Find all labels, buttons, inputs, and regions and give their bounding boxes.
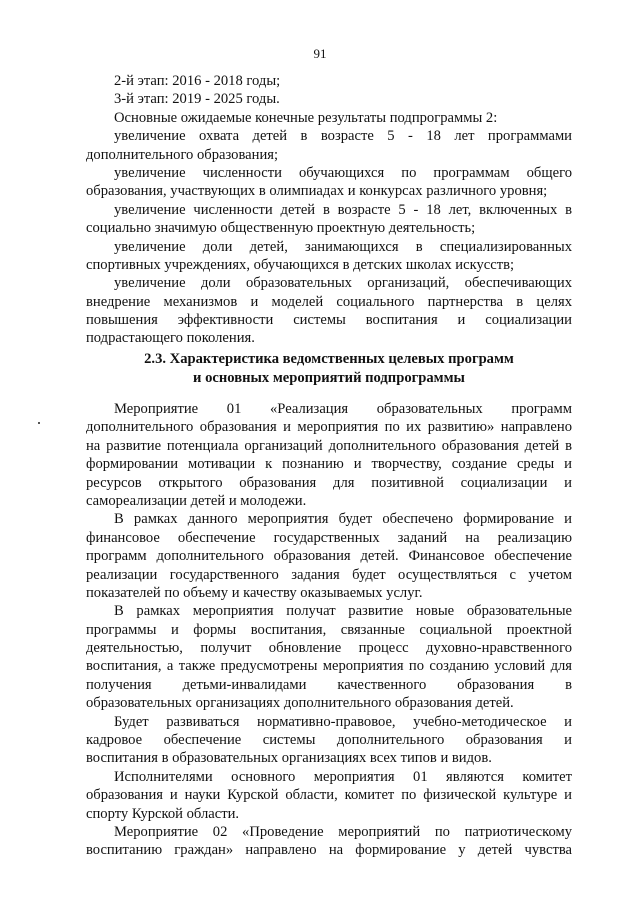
text-line: В рамках данного мероприятия будет обеспечено формирование и: [114, 511, 572, 528]
section-heading-line-2: и основных мероприятий подпрограммы: [193, 369, 465, 386]
text-line: воспитанию граждан» направлено на формирование у детей чувства: [86, 842, 572, 859]
text-line: 2-й этап: 2016 - 2018 годы;: [114, 73, 281, 89]
text-line: увеличение численности обучающихся по программам общего: [114, 164, 572, 181]
page-number: 91: [313, 46, 327, 61]
text-line: Исполнителями основного мероприятия 01 являются комитет: [114, 768, 572, 785]
text-line: дополнительного образования и мероприятия по их развитию» направлено: [86, 419, 572, 436]
margin-mark: [38, 422, 40, 424]
section-heading: [86, 350, 572, 387]
text-line: самореализации детей и молодежи.: [86, 492, 307, 509]
text-line: спорту Курской области.: [86, 805, 240, 822]
text-line: 3-й этап: 2019 - 2025 годы.: [114, 91, 280, 108]
text-line: повышения эффективности системы воспитания и социализации: [86, 312, 572, 329]
text-line: финансовое обеспечение государственных заданий на реализацию: [86, 529, 572, 546]
text-line: дополнительного образования;: [86, 146, 279, 163]
text-line: на развитие потенциала организаций дополнительного образования детей в: [86, 437, 572, 454]
results-block: [86, 72, 572, 348]
text-line: показателей по объему и качеству оказываемых услуг.: [86, 584, 423, 601]
text-line: программ дополнительного образования детей. Финансовое обеспечение: [86, 548, 572, 565]
text-line: формировании мотивации к познанию и творчеству, создание среды и: [86, 456, 572, 473]
text-line: Мероприятие 01 «Реализация образовательных программ: [114, 401, 572, 417]
text-line: реализации государственного задания будет осуществляться с учетом: [86, 566, 572, 583]
text-line: образовательных организациях дополнительного образования детей.: [86, 695, 514, 712]
text-line: увеличение численности детей в возрасте 5 - 18 лет, включенных в: [114, 201, 572, 218]
text-line: подрастающего поколения.: [86, 330, 255, 347]
measures-block: [86, 400, 572, 860]
text-line: увеличение охвата детей в возрасте 5 - 18 лет программами: [114, 128, 572, 145]
text-line: внедрение механизмов и моделей социального партнерства в целях: [86, 293, 572, 310]
text-line: кадровое обеспечение системы дополнительного образования и: [86, 732, 572, 749]
text-line: Будет развиваться нормативно-правовое, учебно-методическое и: [114, 713, 572, 730]
text-line: образования и науки Курской области, комитет по физической культуре и: [86, 787, 572, 804]
text-line: В рамках мероприятия получат развитие новые образовательные: [114, 603, 572, 620]
text-line: ресурсов открытого образования для позитивной социализации и: [86, 474, 572, 491]
text-line: образования, участвующих в олимпиадах и конкурсах различного уровня;: [86, 183, 548, 200]
text-line: социально значимую общественную проектную деятельность;: [86, 220, 476, 237]
text-line: увеличение доли детей, занимающихся в специализированных: [114, 238, 572, 255]
text-line: воспитания в образовательных организациях всех типов и видов.: [86, 750, 492, 767]
text-line: получения детьми-инвалидами качественного образования в: [86, 676, 572, 693]
text-line: Основные ожидаемые конечные результаты подпрограммы 2:: [114, 109, 498, 126]
text-line: воспитания, а также предусмотрены мероприятия по созданию условий для: [86, 658, 572, 675]
text-line: деятельностью, получит обновление процесс духовно-нравственного: [86, 640, 572, 657]
text-line: увеличение доли образовательных организаций, обеспечивающих: [114, 275, 572, 292]
text-line: спортивных учреждениях, обучающихся в детских школах искусств;: [86, 256, 515, 273]
section-heading-line-1: 2.3. Характеристика ведомственных целевых программ: [144, 351, 514, 367]
text-line: программы и формы воспитания, связанные социальной проектной: [86, 621, 572, 638]
text-line: Мероприятие 02 «Проведение мероприятий по патриотическому: [114, 823, 572, 840]
